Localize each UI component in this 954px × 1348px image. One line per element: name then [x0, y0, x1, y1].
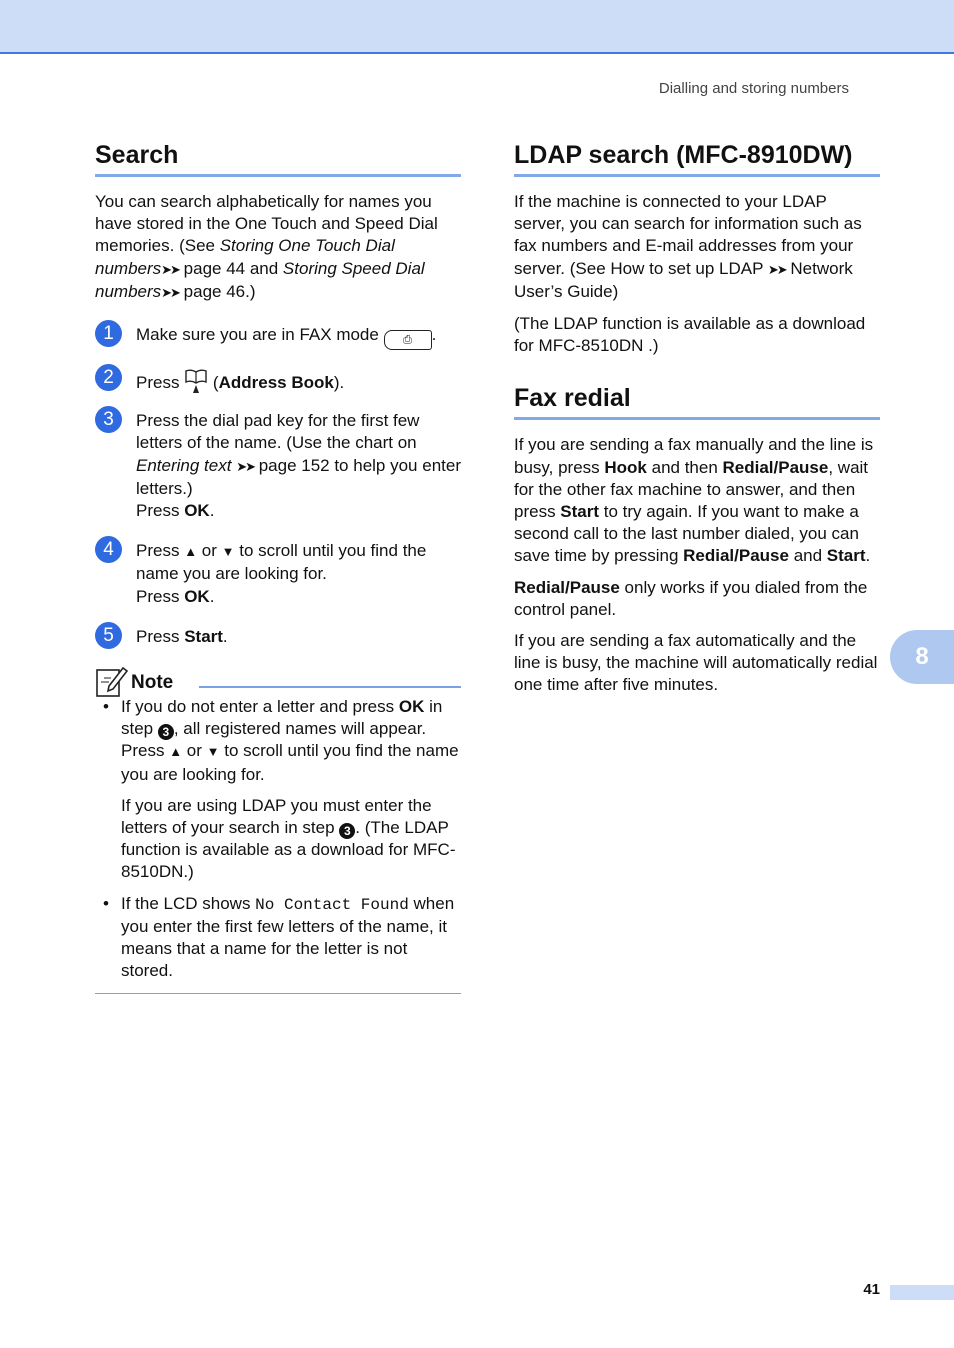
ldap-para-1: If the machine is connected to your LDAP server, you can search for information such as fax numbers and E-mail addresses from your server. (See How to set up LDAP ➤➤ Network User’s Guide) — [514, 192, 862, 301]
note-header — [95, 664, 461, 700]
up-arrow-icon: ▲ — [184, 544, 198, 560]
left-column — [95, 140, 461, 994]
step-1: 1 Make sure you are in FAX mode ⎙ . — [95, 324, 461, 350]
fax-mode-icon: ⎙ — [384, 330, 432, 350]
step-4: 4 Press ▲ or ▼ to scroll until you find the name you are looking for. Press OK. — [95, 540, 461, 608]
search-intro: You can search alphabetically for names you have stored in the One Touch and Speed Dial memories. (See Storing One Touch Dial numbers➤➤ page 44 and Storing Speed Dial numbers➤➤ page 46.) — [95, 192, 438, 301]
fax-redial-para-2: Redial/Pause only works if you dialed from the control panel. — [514, 577, 868, 619]
page-number: 41 — [863, 1281, 880, 1298]
step-number: 2 — [95, 364, 122, 391]
double-arrow-icon: ➤➤ — [767, 261, 786, 277]
step-ref-badge: 3 — [158, 724, 174, 740]
note-pencil-icon — [95, 664, 129, 698]
ldap-para-2: (The LDAP function is available as a download for MFC-8510DN .) — [514, 314, 866, 356]
running-header: Dialling and storing numbers — [658, 80, 849, 97]
double-arrow-icon: ➤➤ — [161, 261, 179, 277]
note-title: Note — [131, 672, 174, 694]
step-number: 3 — [95, 406, 122, 433]
note-rule — [199, 686, 461, 688]
double-arrow-icon: ➤➤ — [161, 284, 179, 300]
fax-redial-para-1: If you are sending a fax manually and the line is busy, press Hook and then Redial/Pause, wait for the other fax machine to answer, and then press Start to try again. If you want to make a second call to the last number dialed, you can save time by pressing Redial/Pause and Start. — [514, 435, 874, 566]
step-5: 5 Press Start. — [95, 626, 461, 648]
step-2: 2 Press (Address Book). — [95, 368, 461, 394]
top-band — [0, 0, 954, 54]
fax-redial-para-3: If you are sending a fax automatically and the line is busy, the machine will automatically redial one time after five minutes. — [514, 631, 878, 695]
note-end-rule — [95, 993, 461, 994]
right-column — [514, 140, 880, 697]
chapter-tab: 8 — [890, 630, 954, 684]
down-arrow-icon: ▼ — [221, 544, 235, 560]
note-bullet-1: • If you do not enter a letter and press OK in step 3 , all registered names will appear. Press ▲ or ▼ to scroll until you find the name you are looking for. If you are using LDAP you must enter the letters of your search in step 3 . (The LDAP function is available as a download for MFC-8510DN.) — [103, 697, 459, 882]
step-ref-badge: 3 — [339, 823, 355, 839]
step-number: 1 — [95, 320, 122, 347]
footer-bar — [890, 1285, 954, 1300]
address-book-icon — [184, 368, 208, 394]
step-number: 5 — [95, 622, 122, 649]
ldap-heading: LDAP search (MFC-8910DW) — [514, 140, 880, 177]
lcd-message: No Contact Found — [255, 895, 409, 914]
search-heading: Search — [95, 140, 461, 177]
step-number: 4 — [95, 536, 122, 563]
fax-redial-heading: Fax redial — [514, 383, 880, 420]
step-3: 3 Press the dial pad key for the first few letters of the name. (Use the chart on Entering text ➤➤ page 152 to help you enter letters.) Press OK. — [95, 410, 461, 522]
note-bullet-2: • If the LCD shows No Contact Found when you enter the first few letters of the name, it means that a name for the letter is not stored. — [103, 893, 455, 981]
double-arrow-icon: ➤➤ — [236, 458, 254, 474]
